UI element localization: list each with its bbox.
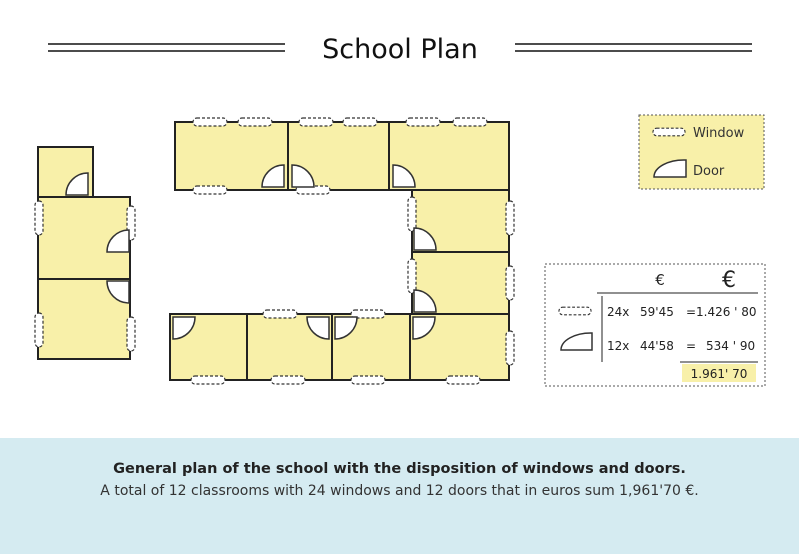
- right-wing: [408, 190, 514, 314]
- legend-window-label: Window: [693, 126, 745, 141]
- caption-panel: [0, 438, 799, 554]
- bottom-wing: [170, 310, 514, 384]
- cost-calculation: [545, 264, 765, 386]
- window-icon: [453, 118, 487, 126]
- window-icon: [351, 376, 385, 384]
- top-wing: [175, 118, 509, 194]
- door-quantity: 12x: [607, 339, 630, 353]
- window-icon: [35, 201, 43, 235]
- window-icon: [446, 376, 480, 384]
- window-icon: [271, 376, 305, 384]
- window-icon: [406, 118, 440, 126]
- door-unit-price: 44'58: [640, 339, 674, 353]
- window-icon: [193, 118, 227, 126]
- window-unit-price: 59'45: [640, 305, 674, 319]
- grand-total: 1.961' 70: [690, 367, 748, 381]
- window-icon: [408, 197, 416, 231]
- window-icon: [506, 266, 514, 300]
- window-icon: [559, 307, 591, 315]
- window-icon: [506, 331, 514, 365]
- window-icon: [191, 376, 225, 384]
- window-icon: [127, 317, 135, 351]
- window-icon: [193, 186, 227, 194]
- door-equals: =: [686, 339, 697, 353]
- currency-header-large: €: [722, 268, 736, 293]
- legend-door-label: Door: [693, 164, 725, 179]
- window-icon: [343, 118, 377, 126]
- window-icon: [35, 313, 43, 347]
- window-quantity: 24x: [607, 305, 630, 319]
- window-icon: [506, 201, 514, 235]
- window-equals: =: [686, 305, 697, 319]
- window-icon: [299, 118, 333, 126]
- currency-header-small: €: [655, 271, 665, 289]
- window-icon: [238, 118, 272, 126]
- title-area: [48, 34, 752, 65]
- window-icon: [263, 310, 297, 318]
- window-icon: [408, 259, 416, 293]
- left-wing: [35, 147, 135, 359]
- window-icon: [653, 128, 685, 136]
- legend: [639, 115, 764, 189]
- caption-title: General plan of the school with the disposition of windows and doors.: [113, 461, 686, 477]
- window-total: 1.426 ' 80: [696, 305, 757, 319]
- caption-description: A total of 12 classrooms with 24 windows and 12 doors that in euros sum 1,961'70 €.: [100, 483, 699, 499]
- page-title: School Plan: [322, 34, 478, 65]
- door-total: 534 ' 90: [706, 339, 756, 353]
